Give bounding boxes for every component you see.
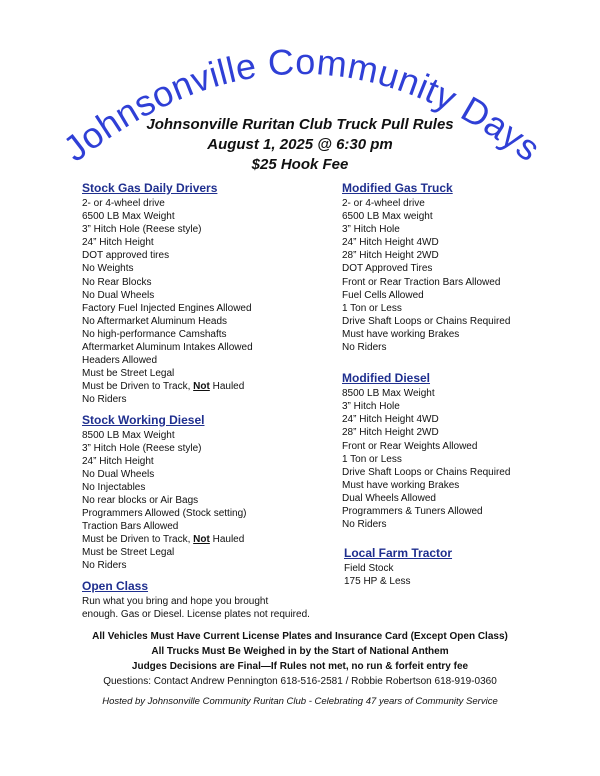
section-title: Modified Gas Truck bbox=[342, 181, 453, 195]
list-item: 1 Ton or Less bbox=[342, 302, 402, 314]
list-item: No Riders bbox=[82, 560, 127, 572]
section-title: Local Farm Tractor bbox=[344, 546, 453, 561]
list-item: Fuel Cells Allowed bbox=[342, 289, 424, 301]
section-modified-gas bbox=[342, 181, 510, 354]
section-stock-diesel bbox=[82, 413, 310, 573]
event-date: August 1, 2025 @ 6:30 pm bbox=[207, 136, 393, 153]
section-modified-diesel bbox=[342, 371, 510, 531]
hook-fee: $25 Hook Fee bbox=[251, 156, 349, 173]
list-item: 24” Hitch Height 4WD bbox=[342, 414, 439, 426]
list-item: Traction Bars Allowed bbox=[82, 521, 179, 533]
footer-hosted-by: Hosted by Johnsonville Community Ruritan Club - Celebrating 47 years of Community Service bbox=[102, 696, 498, 707]
rules-title: Johnsonville Ruritan Club Truck Pull Rules bbox=[146, 116, 454, 133]
list-item: 8500 LB Max Weight bbox=[82, 429, 175, 441]
right-column bbox=[342, 181, 510, 588]
section-farm-tractor bbox=[344, 546, 510, 588]
list-item-emphasis: Must be Driven to Track, Not Hauled bbox=[82, 381, 245, 393]
list-item: 28” Hitch Height 2WD bbox=[342, 250, 439, 262]
section-title: Stock Working Diesel bbox=[82, 412, 205, 427]
list-item: 24” Hitch Height bbox=[82, 455, 154, 467]
list-item: 3” Hitch Hole bbox=[342, 401, 400, 413]
list-item: No high-performance Camshafts bbox=[82, 328, 227, 340]
event-title-text: Johnsonville Community Days bbox=[55, 40, 549, 170]
list-item: Front or Rear Traction Bars Allowed bbox=[342, 276, 501, 288]
list-item: No Riders bbox=[82, 394, 127, 406]
list-item: Must have working Brakes bbox=[342, 328, 460, 340]
list-item: Must have working Brakes bbox=[342, 479, 460, 491]
list-item: 1 Ton or Less bbox=[342, 453, 402, 465]
list-item: enough. Gas or Diesel. License plates not required. bbox=[82, 608, 310, 620]
list-item: Factory Fuel Injected Engines Allowed bbox=[82, 302, 252, 314]
list-item: Must be Street Legal bbox=[82, 547, 175, 559]
list-item: No Rear Blocks bbox=[82, 276, 152, 288]
list-item: 28” Hitch Height 2WD bbox=[342, 427, 439, 439]
list-item: No Aftermarket Aluminum Heads bbox=[82, 315, 228, 327]
list-item: No Injectables bbox=[82, 481, 146, 493]
list-item: 24” Hitch Height 4WD bbox=[342, 237, 439, 249]
list-item: Aftermarket Aluminum Intakes Allowed bbox=[82, 342, 253, 354]
list-item: DOT Approved Tires bbox=[342, 263, 433, 275]
footer-judges-rule: Judges Decisions are Final—If Rules not met, no run & forfeit entry fee bbox=[131, 661, 469, 672]
list-item: Drive Shaft Loops or Chains Required bbox=[342, 315, 511, 327]
list-item: Programmers & Tuners Allowed bbox=[342, 505, 483, 517]
list-item: Must be Street Legal bbox=[82, 368, 175, 380]
section-title: Open Class bbox=[82, 578, 149, 593]
left-column bbox=[82, 181, 310, 621]
list-item: No rear blocks or Air Bags bbox=[82, 494, 199, 506]
footer-plates-rule: All Vehicles Must Have Current License Plates and Insurance Card (Except Open Class) bbox=[92, 631, 508, 642]
list-item: 3” Hitch Hole bbox=[342, 224, 400, 236]
list-item: Field Stock bbox=[344, 563, 394, 575]
list-item: 175 HP & Less bbox=[344, 576, 411, 588]
list-item: Programmers Allowed (Stock setting) bbox=[82, 508, 247, 520]
list-item: 2- or 4-wheel drive bbox=[82, 198, 165, 209]
list-item: Front or Rear Weights Allowed bbox=[342, 440, 478, 452]
list-item: Run what you bring and hope you brought bbox=[82, 595, 269, 607]
list-item: 24” Hitch Height bbox=[82, 237, 154, 249]
list-item: 6500 LB Max Weight bbox=[82, 211, 175, 223]
list-item: No Dual Wheels bbox=[82, 289, 155, 301]
list-item: No Riders bbox=[342, 519, 387, 531]
footer-weigh-rule: All Trucks Must Be Weighed in by the Start of National Anthem bbox=[151, 646, 449, 657]
list-item: 6500 LB Max weight bbox=[342, 211, 433, 223]
section-open-class bbox=[82, 579, 310, 621]
section-title: Modified Diesel bbox=[342, 371, 431, 386]
list-item: 3” Hitch Hole (Reese style) bbox=[82, 442, 202, 454]
section-title: Stock Gas Daily Drivers bbox=[82, 181, 218, 195]
list-item-emphasis: Must be Driven to Track, Not Hauled bbox=[82, 534, 245, 546]
list-item: Headers Allowed bbox=[82, 355, 158, 367]
list-item: No Riders bbox=[342, 342, 387, 354]
list-item: Drive Shaft Loops or Chains Required bbox=[342, 466, 511, 478]
section-stock-gas bbox=[82, 181, 310, 407]
list-item: 2- or 4-wheel drive bbox=[342, 198, 425, 209]
list-item: No Dual Wheels bbox=[82, 468, 155, 480]
list-item: 8500 LB Max Weight bbox=[342, 388, 435, 400]
list-item: Dual Wheels Allowed bbox=[342, 492, 436, 504]
list-item: No Weights bbox=[82, 263, 134, 275]
footer-contacts: Questions: Contact Andrew Pennington 618-516-2581 / Robbie Robertson 618-919-0360 bbox=[103, 676, 497, 687]
list-item: DOT approved tires bbox=[82, 250, 170, 262]
list-item: 3” Hitch Hole (Reese style) bbox=[82, 224, 202, 236]
